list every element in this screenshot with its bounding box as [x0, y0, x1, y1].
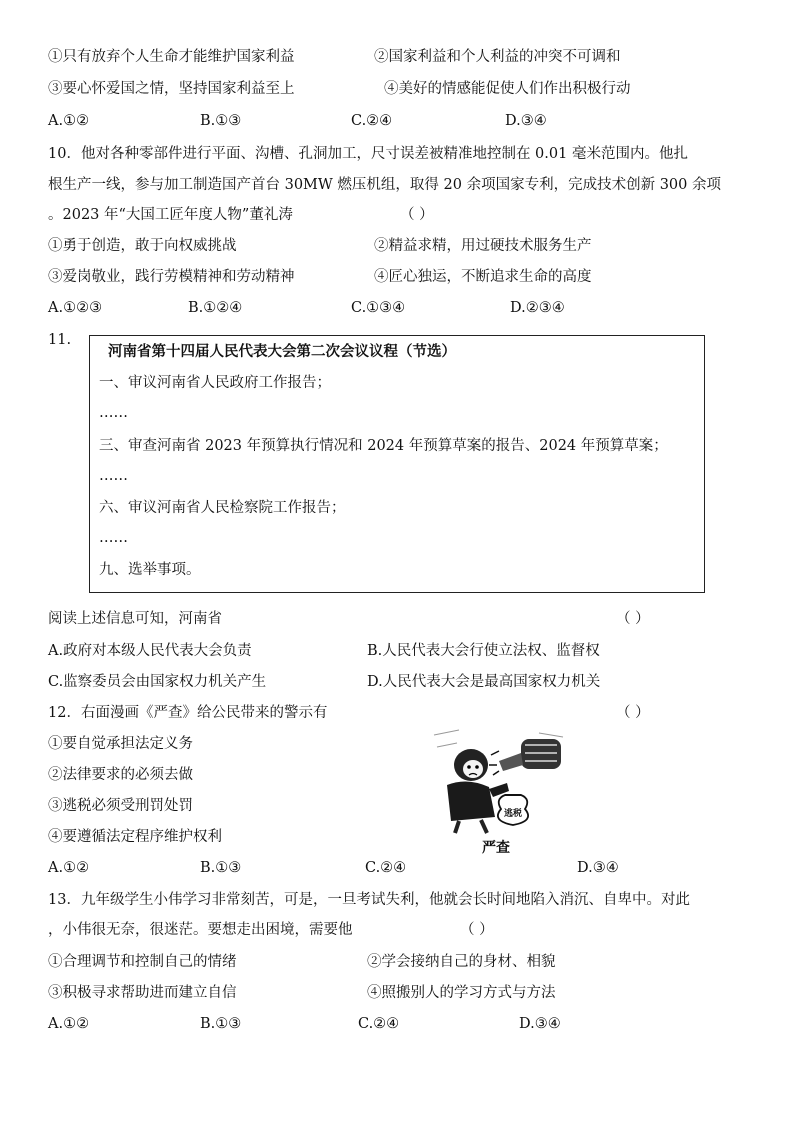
q11-option-d: D.人民代表大会是最高国家权力机关 [367, 674, 601, 690]
q12-answer-paren: （ ） [616, 705, 650, 721]
q13-option-4: ④照搬别人的学习方式与方法 [367, 985, 556, 1001]
agenda-ellipsis-2: …… [99, 468, 128, 484]
q9-option-2: ②国家利益和个人利益的冲突不可调和 [374, 49, 621, 65]
q10-choice-a: A.①②③ [48, 300, 103, 316]
q13-option-1: ①合理调节和控制自己的情绪 [48, 954, 237, 970]
q13-choice-b: B.①③ [200, 1016, 242, 1032]
q13-option-3: ③积极寻求帮助进而建立自信 [48, 985, 237, 1001]
q12-choice-b: B.①③ [200, 860, 242, 876]
q10-stem-line-2: 根生产一线，参与加工制造国产首台 30MW 燃压机组，取得 20 余项国家专利，完成技术创新 300 余项 [48, 177, 721, 193]
cartoon-illustration [429, 725, 567, 835]
q12-option-3: ③逃税必须受刑罚处罚 [48, 798, 193, 814]
agenda-item-1: 一、审议河南省人民政府工作报告； [99, 375, 331, 391]
q13-stem-line-2: ，小伟很无奈，很迷茫。要想走出困境，需要他 [48, 922, 353, 938]
agenda-ellipsis-1: …… [99, 405, 128, 421]
q9-choice-a: A.①② [48, 113, 90, 129]
q11-option-a: A.政府对本级人民代表大会负责 [48, 643, 252, 659]
q13-stem-line-1: 13．九年级学生小伟学习非常刻苦，可是，一旦考试失利，他就会长时间地陷入消沉、自卑中。对此 [48, 892, 690, 908]
q10-answer-paren: （ ） [400, 207, 434, 223]
q13-option-2: ②学会接纳自己的身材、相貌 [367, 954, 556, 970]
q12-choice-c: C.②④ [365, 860, 407, 876]
q10-option-2: ②精益求精，用过硬技术服务生产 [374, 238, 592, 254]
agenda-item-6: 六、审议河南省人民检察院工作报告； [99, 500, 346, 516]
q12-choice-a: A.①② [48, 860, 90, 876]
q9-option-4: ④美好的情感能促使人们作出积极行动 [384, 81, 631, 97]
q12-option-4: ④要遵循法定程序维护权利 [48, 829, 222, 845]
agenda-title: 河南省第十四届人民代表大会第二次会议议程（节选） [108, 343, 456, 360]
q10-choice-b: B.①②④ [188, 300, 243, 316]
q13-choice-d: D.③④ [519, 1016, 561, 1032]
q10-option-3: ③爱岗敬业，践行劳模精神和劳动精神 [48, 269, 295, 285]
agenda-item-3: 三、审查河南省 2023 年预算执行情况和 2024 年预算草案的报告、2024 年预算草案； [99, 438, 668, 454]
q9-choice-d: D.③④ [505, 113, 547, 129]
q9-option-1: ①只有放弃个人生命才能维护国家利益 [48, 49, 295, 65]
q11-option-b: B.人民代表大会行使立法权、监督权 [367, 643, 600, 659]
q9-choice-b: B.①③ [200, 113, 242, 129]
q12-option-2: ②法律要求的必须去做 [48, 767, 193, 783]
q12-stem: 12．右面漫画《严查》给公民带来的警示有 [48, 705, 328, 721]
q13-choice-c: C.②④ [358, 1016, 400, 1032]
q11-answer-paren: （ ） [616, 611, 650, 627]
cartoon-strict-investigation [429, 725, 567, 835]
q10-stem-line-3: 。2023 年“大国工匠年度人物”董礼涛 [48, 207, 293, 223]
q11-option-c: C.监察委员会由国家权力机关产生 [48, 674, 267, 690]
q12-choice-d: D.③④ [577, 860, 619, 876]
q10-option-1: ①勇于创造，敢于向权威挑战 [48, 238, 237, 254]
agenda-item-9: 九、选举事项。 [99, 562, 201, 578]
q9-choice-c: C.②④ [351, 113, 393, 129]
q11-number: 11. [48, 332, 72, 348]
q9-option-3: ③要心怀爱国之情，坚持国家利益至上 [48, 81, 295, 97]
q10-choice-d: D.②③④ [510, 300, 565, 316]
money-bag-label: 逃税 [503, 809, 523, 819]
agenda-ellipsis-3: …… [99, 530, 128, 546]
q13-choice-a: A.①② [48, 1016, 90, 1032]
q12-option-1: ①要自觉承担法定义务 [48, 736, 193, 752]
q13-answer-paren: （ ） [460, 922, 494, 938]
q10-choice-c: C.①③④ [351, 300, 406, 316]
q11-stem: 阅读上述信息可知，河南省 [48, 611, 222, 627]
q10-option-4: ④匠心独运，不断追求生命的高度 [374, 269, 592, 285]
q10-stem-line-1: 10．他对各种零部件进行平面、沟槽、孔洞加工，尺寸误差被精准地控制在 0.01 毫米范围内。他扎 [48, 146, 688, 162]
cartoon-caption: 严查 [482, 840, 510, 856]
